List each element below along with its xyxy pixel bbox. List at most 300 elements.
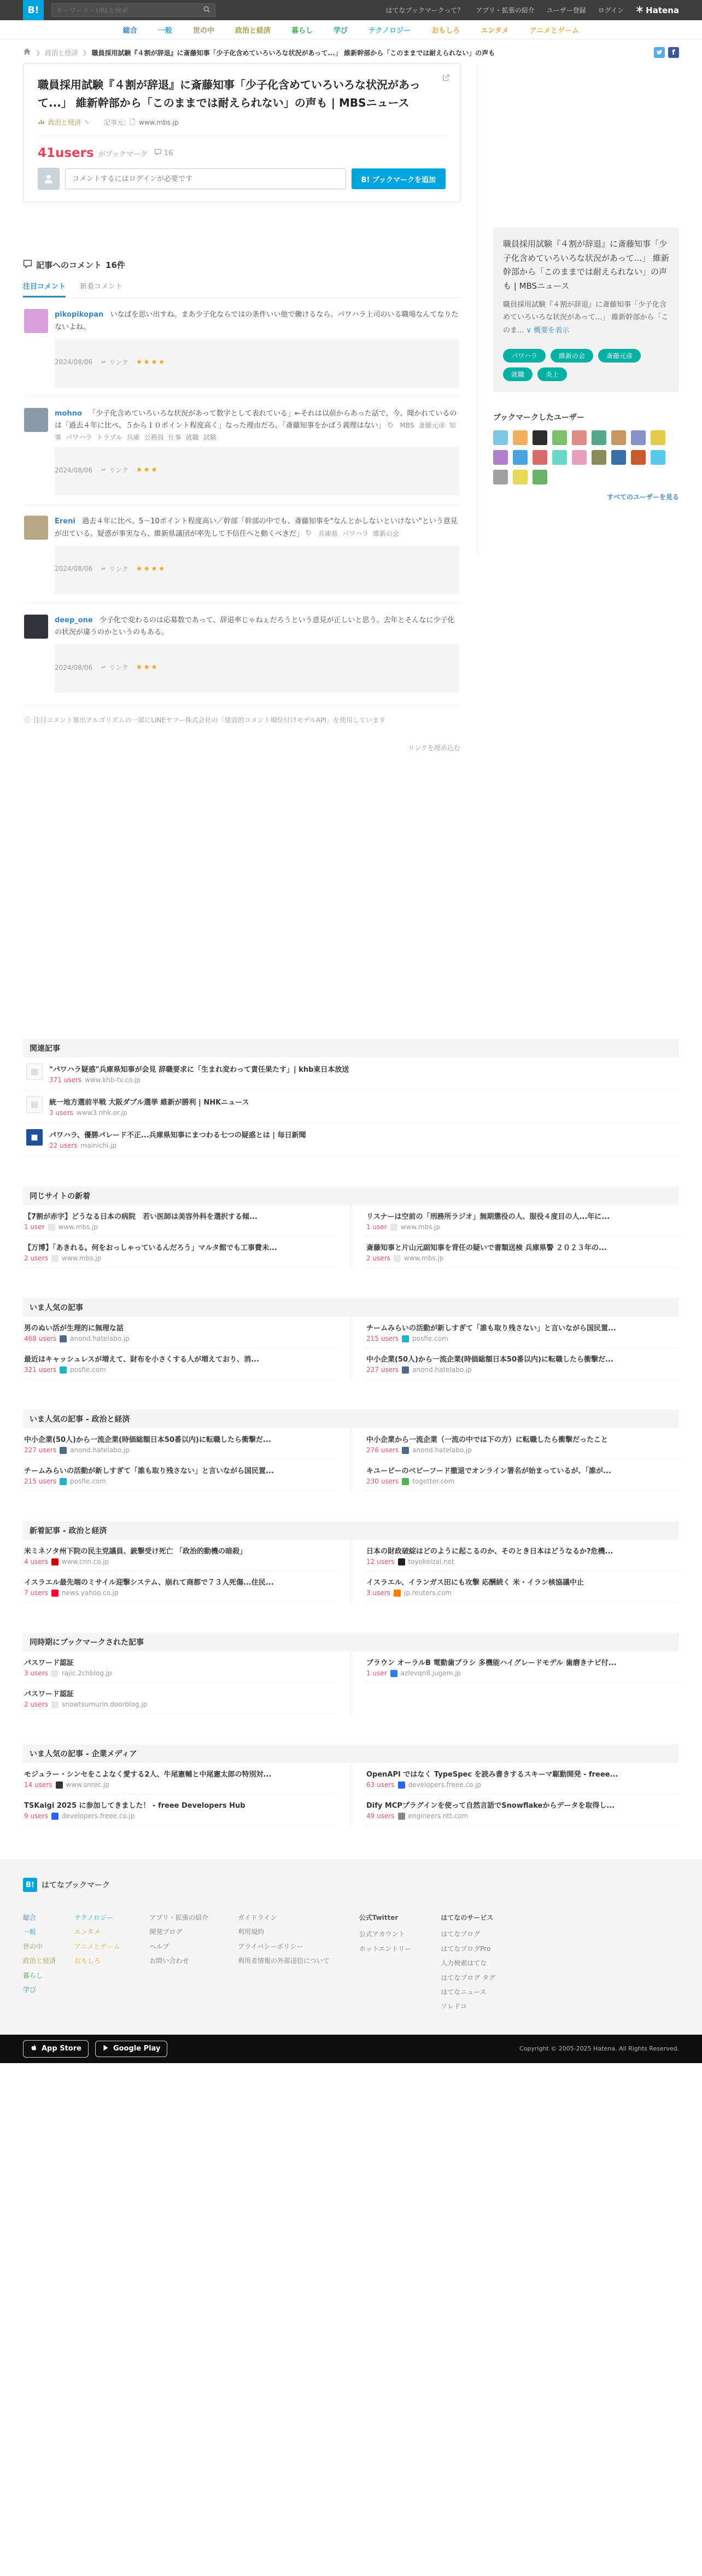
external-link-icon[interactable] [442, 74, 450, 84]
footer-link[interactable]: プライバシーポリシー [237, 1942, 303, 1950]
comments-heading: 記事へのコメント [36, 260, 102, 270]
site-favicon [48, 1224, 55, 1231]
item-domain[interactable]: snowtsumurin.doorblog.jp [61, 1701, 148, 1708]
footer-cat[interactable]: 一般 [23, 1928, 37, 1936]
footer-link[interactable]: はてなブログ [441, 1930, 481, 1938]
bottom-whitespace [0, 2063, 702, 2576]
item-users[interactable]: 1 user [366, 1223, 387, 1231]
item-title[interactable]: チームみらいの活動が新しすぎて「誰も取り残さない」と言いながら国民置... [366, 1324, 616, 1333]
section-heading: いま人気の記事 - 企業メディア [23, 1744, 679, 1763]
footer-link[interactable]: 人力検索はてな [441, 1959, 487, 1967]
item-domain[interactable]: developers.freee.co.jp [61, 1812, 135, 1820]
search-icon[interactable] [203, 5, 210, 15]
footer-logo[interactable]: B! [23, 1878, 37, 1892]
avatar[interactable] [24, 408, 48, 432]
site-favicon [398, 1781, 405, 1789]
header-link-signup[interactable]: ユーザー登録 [546, 7, 586, 14]
item-users[interactable]: 3 users [49, 1109, 73, 1117]
user-avatar[interactable] [533, 430, 547, 445]
section-heading: 同じサイトの新着 [23, 1187, 679, 1205]
user-avatar[interactable] [552, 450, 567, 465]
list-item[interactable] [23, 1236, 336, 1267]
footer-link[interactable]: 利用者情報の外部送信について [237, 1957, 330, 1965]
user-avatar[interactable] [611, 450, 626, 465]
nav-technology[interactable]: テクノロジー [368, 27, 411, 35]
user-avatar[interactable] [493, 470, 508, 484]
comment-tag[interactable]: パワハラ [342, 529, 369, 538]
list-item[interactable] [23, 1651, 336, 1683]
comment-date: 2024/08/06 [55, 466, 93, 474]
bookmarked-users-grid [493, 430, 679, 484]
item-title[interactable]: 男のぬい活が生理的に無理な話 [24, 1324, 124, 1333]
comment-stars[interactable]: ★★★ [136, 466, 159, 474]
item-domain[interactable]: mainichi.jp [80, 1142, 117, 1149]
comment-bubble-icon [154, 148, 162, 158]
item-title[interactable]: 中小企業(50人)から一流企業(時価総額日本50番以内)に転職したら衝撃だ... [366, 1356, 613, 1364]
footer-cat[interactable]: 政治と経済 [23, 1957, 56, 1965]
comments-bubble-icon [23, 259, 32, 271]
list-item[interactable] [365, 1571, 679, 1602]
embed-link[interactable]: リンクを埋め込む [408, 744, 460, 752]
user-avatar[interactable] [533, 470, 547, 484]
entry-category-link[interactable]: 政治と経済 [48, 119, 81, 126]
list-item[interactable] [23, 1540, 336, 1571]
item-title[interactable]: 日本の財政破綻はどのように起こるのか、そのとき日本はどうなるか?危機... [366, 1547, 613, 1556]
item-title[interactable]: イスラエル最先端のミサイル迎撃システム、崩れて商都で７３人死傷...住民... [24, 1579, 274, 1587]
footer-link[interactable]: 公式アカウント [359, 1930, 405, 1938]
entry-source-domain[interactable]: www.mbs.jp [139, 118, 179, 126]
source-label: 記事元: [104, 119, 126, 126]
tag-pill[interactable]: 炎上 [537, 367, 567, 381]
tab-featured-comments[interactable]: 注目コメント [23, 281, 66, 297]
comment-item [23, 397, 460, 505]
item-title[interactable]: ブラウン オーラルB 電動歯ブラシ 多機能ハイグレードモデル 歯磨きナビ付... [366, 1659, 617, 1667]
item-title[interactable]: パワハラ、優勝パレード不正...兵庫県知事にまつわる七つの疑惑とは | 毎日新聞 [49, 1131, 306, 1140]
list-item[interactable] [365, 1205, 679, 1236]
item-users[interactable]: 14 users [24, 1781, 52, 1789]
footer-cat[interactable]: 世の中 [23, 1942, 43, 1950]
footer-link[interactable]: ヘルプ [149, 1942, 169, 1950]
item-domain[interactable]: www.mbs.jp [403, 1254, 444, 1262]
hatena-brand-text: Hatena [646, 5, 679, 15]
item-users[interactable]: 9 users [24, 1812, 48, 1820]
nav-entame[interactable]: エンタメ [481, 27, 509, 35]
comment-tag[interactable]: パワハラ [66, 434, 92, 441]
item-title[interactable]: イスラエル、イランガス田にも攻撃 応酬続く 米・イラン核協議中止 [366, 1579, 584, 1587]
user-avatar[interactable] [572, 450, 587, 465]
item-users[interactable]: 230 users [366, 1477, 399, 1485]
nav-kurashi[interactable]: 暮らし [291, 27, 313, 35]
item-users[interactable]: 49 users [366, 1812, 395, 1820]
comment-username[interactable]: Ereni [55, 517, 75, 525]
list-item[interactable] [23, 1205, 336, 1236]
nav-omoshiro[interactable]: おもしろ [431, 27, 460, 35]
item-domain[interactable]: azlevqn8.jugem.jp [400, 1669, 461, 1677]
avatar[interactable] [24, 309, 48, 333]
appstore-label: App Store [42, 2044, 81, 2053]
user-avatar[interactable] [651, 450, 665, 465]
site-favicon [60, 1447, 67, 1454]
comment-tag[interactable]: 仕事 [168, 434, 182, 441]
footer-link[interactable]: ホットエントリー [359, 1944, 412, 1953]
nav-sogo[interactable]: 総合 [122, 27, 137, 35]
breadcrumb-category[interactable]: 政治と経済 [45, 49, 78, 57]
footer-cat[interactable]: 学び [23, 1985, 37, 1994]
footer-link[interactable]: 開発ブログ [149, 1928, 183, 1936]
tag-pill[interactable]: 斎藤元彦 [598, 349, 641, 363]
header-link-apps[interactable]: アプリ・拡張の紹介 [476, 7, 535, 14]
comment-date: 2024/08/06 [55, 663, 93, 671]
section-heading: いま人気の記事 [23, 1298, 679, 1317]
header-link-login[interactable]: ログイン [598, 7, 624, 14]
users-count[interactable]: 41users [38, 146, 94, 160]
view-all-users-link[interactable]: すべてのユーザーを見る [607, 493, 679, 501]
category-chart-icon [38, 118, 45, 127]
footer-link[interactable]: アプリ・拡張の紹介 [149, 1914, 208, 1921]
user-avatar[interactable] [611, 430, 626, 445]
related-articles-section [23, 1039, 679, 1156]
comment-tag[interactable]: 維新の会 [373, 529, 400, 538]
apple-icon [30, 2043, 38, 2054]
site-favicon [56, 1781, 63, 1789]
copyright: Copyright © 2005-2025 Hatena. All Rights Reserved. [519, 2045, 679, 2053]
footer-cat[interactable]: 暮らし [23, 1971, 43, 1979]
tag-pill[interactable]: 維新の会 [551, 349, 593, 363]
item-users[interactable]: 63 users [366, 1781, 395, 1789]
show-summary-link[interactable]: ∨ 概要を表示 [526, 326, 570, 335]
site-favicon [394, 1255, 401, 1262]
user-avatar[interactable] [631, 430, 646, 445]
site-favicon [402, 1335, 409, 1342]
site-favicon [60, 1366, 67, 1374]
list-item[interactable] [365, 1794, 679, 1825]
item-title[interactable]: キユーピーのベビーフード撤退でオンライン署名が始まっているが、「誰が... [366, 1467, 611, 1475]
footer-link[interactable]: ガイドライン [237, 1914, 277, 1921]
header-link-about[interactable]: はてなブックマークって？ [385, 7, 464, 14]
tab-new-comments[interactable]: 新着コメント [80, 283, 123, 291]
list-item[interactable] [23, 1058, 679, 1090]
item-users[interactable]: 321 users [24, 1366, 57, 1374]
item-title[interactable]: TSKaigi 2025 に参加してきました！ - freee Developers Hub [24, 1802, 245, 1810]
avatar[interactable] [24, 615, 48, 639]
comment-tag[interactable]: MBS [400, 422, 414, 430]
site-favicon [390, 1670, 397, 1677]
search-input[interactable] [56, 7, 203, 14]
comment-tag[interactable]: 知事 [55, 422, 456, 441]
edit-category-icon[interactable]: ✎ [84, 118, 90, 126]
item-title[interactable]: "パワハラ疑惑"兵庫県知事が会見 辞職要求に「生まれ変わって責任果たす」| khb東日本放送 [49, 1066, 349, 1074]
entry-summary-box [493, 227, 679, 392]
footer-link[interactable]: はてなニュース [441, 1988, 487, 1996]
comment-login-input[interactable] [65, 168, 346, 189]
section-heading: いま人気の記事 - 政治と経済 [23, 1410, 679, 1428]
comments-section [23, 259, 460, 752]
breadcrumb-separator: ❯ [82, 49, 87, 56]
section-heading: 関連記事 [23, 1039, 679, 1058]
comment-tag[interactable]: 兵庫県 [318, 529, 338, 538]
algorithm-disclaimer: ⓘ 注目コメント算出アルゴリズムの一部にLINEヤフー株式会社の「建設的コメント順位付けモデルAPI」を使用しています [23, 705, 460, 725]
comment-username[interactable]: deep_one [55, 616, 93, 624]
comment-date: 2024/08/06 [55, 358, 93, 366]
list-item[interactable] [365, 1236, 679, 1267]
site-favicon [60, 1478, 67, 1485]
item-title[interactable]: チームみらいの活動が新しすぎて「誰も取り残さない」と言いながら国民置... [24, 1467, 274, 1475]
list-item[interactable] [365, 1651, 679, 1683]
comment-stars[interactable]: ★★★ [136, 663, 159, 671]
site-favicon [51, 1670, 58, 1677]
sidebar-ad-space [493, 63, 679, 227]
list-item[interactable] [23, 1123, 679, 1156]
footer-cat[interactable]: エンタメ [74, 1928, 101, 1936]
nav-seiji[interactable]: 政治と経済 [235, 27, 271, 35]
category-nav [0, 20, 702, 39]
item-domain[interactable]: anond.hatelabo.jp [412, 1366, 472, 1374]
comment-tag[interactable]: 斎藤元彦 [418, 422, 445, 430]
document-icon [129, 118, 136, 127]
item-domain[interactable]: togetter.com [412, 1477, 455, 1485]
comment-tag[interactable]: 公務員 [144, 434, 164, 441]
nav-anime-game[interactable]: アニメとゲーム [529, 27, 580, 35]
nav-ippan[interactable]: 一般 [157, 27, 172, 35]
list-item[interactable] [365, 1763, 679, 1794]
item-users[interactable]: 7 users [24, 1589, 48, 1597]
list-item[interactable] [23, 1763, 336, 1794]
comment-tag[interactable]: 兵庫 [126, 434, 140, 441]
breadcrumb-title: 職員採用試験『４割が辞退』に斎藤知事「少子化含めていろいろな状況があって...」 維新幹部から「このままでは耐えられない」の声も [91, 49, 495, 57]
comment-stars[interactable]: ★★★★ [136, 358, 166, 366]
sidebar [477, 63, 679, 556]
list-item[interactable] [365, 1348, 679, 1379]
item-domain[interactable]: www.mbs.jp [58, 1223, 98, 1231]
section-heading: 新着記事 - 政治と経済 [23, 1521, 679, 1540]
item-domain[interactable]: anond.hatelabo.jp [70, 1446, 130, 1454]
comment-tabs [23, 281, 460, 298]
item-domain[interactable]: anond.hatelabo.jp [412, 1446, 472, 1454]
tag-icon [306, 530, 312, 538]
item-domain[interactable]: developers.freee.co.jp [408, 1781, 482, 1789]
item-users[interactable]: 22 users [49, 1142, 78, 1149]
item-users[interactable]: 2 users [366, 1254, 390, 1262]
item-title[interactable]: 統一地方選前半戦 大阪ダブル選挙 維新が勝利 | NHKニュース [49, 1099, 249, 1107]
user-avatar[interactable] [513, 470, 528, 484]
corporate-media-section [23, 1744, 679, 1825]
comment-tags [306, 530, 403, 538]
search-box[interactable] [51, 3, 215, 17]
footer-cat[interactable]: テクノロジー [74, 1914, 114, 1921]
item-users[interactable]: 2 users [24, 1701, 48, 1708]
item-domain[interactable]: www.cnn.co.jp [61, 1558, 109, 1566]
item-users[interactable]: 227 users [366, 1366, 399, 1374]
item-domain[interactable]: rajic.2chblog.jp [61, 1669, 112, 1677]
footer-cat[interactable]: 総合 [23, 1914, 37, 1921]
user-avatar[interactable] [631, 450, 646, 465]
breadcrumb-separator: ❯ [36, 49, 41, 56]
hatena-bookmark-logo[interactable]: B! [23, 0, 44, 20]
comment-text: 「少子化含めていろいろな状況があって数字として表れている」←それは以前からあった話で、今、聞かれているのは「過去４年に比べ、５から１０ポイント程度高く」なった理由だろ。「斎藤知事をかばう義理はない」 [55, 409, 457, 430]
info-icon: ⓘ [24, 716, 31, 724]
comment-permalink[interactable]: リンク [100, 663, 128, 672]
nav-yononaka[interactable]: 世の中 [192, 27, 214, 35]
item-domain[interactable]: posfie.com [412, 1335, 448, 1342]
item-domain[interactable]: posfie.com [70, 1477, 106, 1485]
site-favicon [51, 1701, 58, 1708]
new-politics-section [23, 1521, 679, 1602]
item-users[interactable]: 12 users [366, 1558, 395, 1566]
site-favicon [60, 1335, 67, 1342]
item-users[interactable]: 371 users [49, 1076, 82, 1084]
item-domain[interactable]: posfie.com [70, 1366, 106, 1374]
item-title[interactable]: リスナーは空前の「刑務所ラジオ」無期懲役の人、服役４度目の人...年に... [366, 1213, 610, 1221]
item-title[interactable]: モジュラー・シンセをこよなく愛する2人、牛尾憲輔と中尾憲太郎の特別対... [24, 1771, 272, 1779]
comment-stars[interactable]: ★★★★ [136, 564, 166, 573]
item-users[interactable]: 215 users [24, 1477, 57, 1485]
hatena-mark-icon [636, 5, 644, 15]
user-avatar[interactable] [651, 430, 665, 445]
user-avatar[interactable] [572, 430, 587, 445]
avatar[interactable] [24, 516, 48, 540]
item-title[interactable]: Dify MCPプラグインを使って自然言語でSnowflakeからデータを取得し... [366, 1802, 615, 1810]
facebook-share-icon[interactable]: f [668, 47, 679, 58]
home-icon[interactable] [23, 48, 31, 58]
item-domain[interactable]: toyokeizai.net [408, 1558, 454, 1566]
footer-link[interactable]: お問い合わせ [149, 1957, 189, 1965]
appstore-badge[interactable] [23, 2040, 89, 2058]
googleplay-badge[interactable] [95, 2041, 167, 2057]
link-icon [100, 565, 107, 574]
twitter-share-icon[interactable] [654, 47, 665, 58]
nav-manabi[interactable]: 学び [333, 27, 348, 35]
comments-count: 16件 [106, 260, 125, 270]
bookmark-suffix: がブックマーク [98, 150, 148, 159]
user-avatar[interactable] [513, 450, 528, 465]
item-domain[interactable]: engineers.ntt.com [408, 1812, 469, 1820]
item-domain[interactable]: news.yahoo.co.jp [61, 1589, 119, 1597]
item-domain[interactable]: www.mbs.jp [400, 1223, 441, 1231]
list-item[interactable] [23, 1571, 336, 1602]
item-domain[interactable]: jp.reuters.com [403, 1589, 452, 1597]
list-item[interactable] [365, 1540, 679, 1571]
list-item[interactable] [23, 1683, 336, 1714]
footer-cat[interactable]: おもしろ [74, 1957, 101, 1965]
item-users[interactable]: 3 users [366, 1589, 390, 1597]
site-favicon [398, 1813, 405, 1820]
list-item[interactable] [23, 1348, 336, 1379]
tag-icon [388, 422, 394, 430]
item-users[interactable]: 276 users [366, 1446, 399, 1454]
list-item[interactable] [23, 1317, 336, 1348]
site-favicon [51, 1813, 58, 1820]
footer-brand-text: はてなブックマーク [42, 1881, 110, 1890]
list-item[interactable] [23, 1794, 336, 1825]
comment-count[interactable]: 16 [163, 149, 173, 157]
popular-section [23, 1298, 679, 1379]
list-item[interactable] [365, 1459, 679, 1491]
comment-tag[interactable]: トラブル [96, 434, 122, 441]
comment-username[interactable]: pikopikopan [55, 311, 104, 319]
tag-pill[interactable]: 就職 [503, 367, 533, 381]
item-users[interactable]: 227 users [24, 1446, 57, 1454]
ad-space [23, 752, 679, 1008]
item-users[interactable]: 1 user [366, 1669, 387, 1677]
site-favicon [51, 1255, 58, 1262]
user-avatar[interactable] [592, 430, 606, 445]
comment-permalink[interactable]: リンク [100, 564, 128, 574]
same-site-section [23, 1187, 679, 1267]
item-users[interactable]: 4 users [24, 1558, 48, 1566]
comment-permalink[interactable]: リンク [100, 465, 128, 475]
add-bookmark-button[interactable]: B! ブックマークを追加 [352, 168, 446, 189]
item-domain[interactable]: www.snrec.jp [66, 1781, 109, 1789]
comment-tag[interactable]: 就職 [185, 434, 199, 441]
entry-title[interactable]: 職員採用試験『４割が辞退』に斎藤知事「少子化含めていろいろな状況があって...」 維新幹部から「このままでは耐えられない」の声も | MBSニュース [38, 78, 420, 109]
item-domain[interactable]: www.khb-tv.co.jp [85, 1076, 141, 1084]
item-domain[interactable]: www3.nhk.or.jp [76, 1109, 127, 1117]
list-item[interactable] [23, 1090, 679, 1123]
user-avatar[interactable] [493, 450, 508, 465]
user-avatar[interactable] [552, 430, 567, 445]
comment-text: いなばを思い出すね。まあ少子化ならではの条件いい他で働けるなら、パワハラ上司のいる職場なんてなりたないよね。 [55, 311, 459, 331]
user-avatar[interactable] [513, 430, 528, 445]
footer-link[interactable]: ソレドコ [441, 2002, 467, 2011]
item-users[interactable]: 215 users [366, 1335, 399, 1342]
user-avatar[interactable] [493, 430, 508, 445]
bookmarked-users-block [493, 412, 679, 501]
tag-pill[interactable]: パワハラ [503, 349, 546, 363]
hatena-corp-logo[interactable] [636, 5, 679, 15]
item-users[interactable]: 468 users [24, 1335, 57, 1342]
sidebar-entry-title[interactable]: 職員採用試験『４割が辞退』に斎藤知事「少子化含めていろいろな状況があって...」 維新幹部から「このままでは耐えられない」の声も | MBSニュース [503, 239, 669, 291]
footer-link[interactable]: はてなブログPro [441, 1944, 491, 1953]
site-favicon [51, 1558, 58, 1566]
item-title[interactable]: 【7割が赤字】どうなる日本の病院 若い医師は美容外科を選択する傾... [24, 1213, 258, 1221]
item-users[interactable]: 1 user [24, 1223, 45, 1231]
guest-avatar [38, 168, 60, 190]
list-item[interactable] [365, 1317, 679, 1348]
link-icon [100, 359, 107, 367]
footer-cat[interactable]: アニメとゲーム [74, 1942, 120, 1950]
footer-link[interactable]: 利用規約 [237, 1928, 264, 1936]
page-icon: ▤ [26, 1096, 43, 1113]
item-title[interactable]: OpenAPI ではなく TypeSpec を読み書きするスキーマ駆動開発 - freee... [366, 1771, 618, 1779]
item-domain[interactable]: www.mbs.jp [61, 1254, 102, 1262]
comment-tag[interactable]: 試験 [203, 434, 217, 441]
list-item[interactable] [23, 1428, 336, 1459]
item-users[interactable]: 3 users [24, 1669, 48, 1677]
comment-username[interactable]: mohno [55, 409, 82, 418]
item-title[interactable]: パスワード認証 [24, 1690, 74, 1698]
item-domain[interactable]: anond.hatelabo.jp [70, 1335, 130, 1342]
comment-permalink[interactable]: リンク [100, 358, 128, 367]
item-title[interactable]: 【万博】「あきれる。何をおっしゃっているんだろう」マルタ館でも工事費未... [24, 1244, 277, 1252]
site-favicon [402, 1366, 409, 1374]
user-avatar[interactable] [592, 450, 606, 465]
item-title[interactable]: 中小企業から一流企業（一流の中では下の方）に転職したら衝撃だったこと [366, 1436, 609, 1444]
site-favicon [402, 1447, 409, 1454]
item-users[interactable]: 2 users [24, 1254, 48, 1262]
item-title[interactable]: 米ミネソタ州下院の民主党議員、銃撃受け死亡 「政治的動機の暗殺」 [24, 1547, 247, 1556]
user-avatar[interactable] [533, 450, 547, 465]
item-title[interactable]: 最近はキャッシュレスが増えて、財布を小さくする人が増えており、消... [24, 1356, 259, 1364]
item-title[interactable]: 斎藤知事と片山元副知事を背任の疑いで書類送検 兵庫県警 ２０２３年の... [366, 1244, 607, 1252]
list-item[interactable] [23, 1459, 336, 1491]
comment-item [23, 298, 460, 397]
footer-link[interactable]: はてなブログ タグ [441, 1973, 496, 1982]
item-title[interactable]: 中小企業(50人)から一流企業(時価総額日本50番以内)に転職したら衝撃だ... [24, 1436, 271, 1444]
section-heading: 同時期にブックマークされた記事 [23, 1633, 679, 1651]
app-download-bar [0, 2035, 702, 2063]
item-title[interactable]: パスワード認証 [24, 1659, 74, 1667]
list-item[interactable] [365, 1428, 679, 1459]
